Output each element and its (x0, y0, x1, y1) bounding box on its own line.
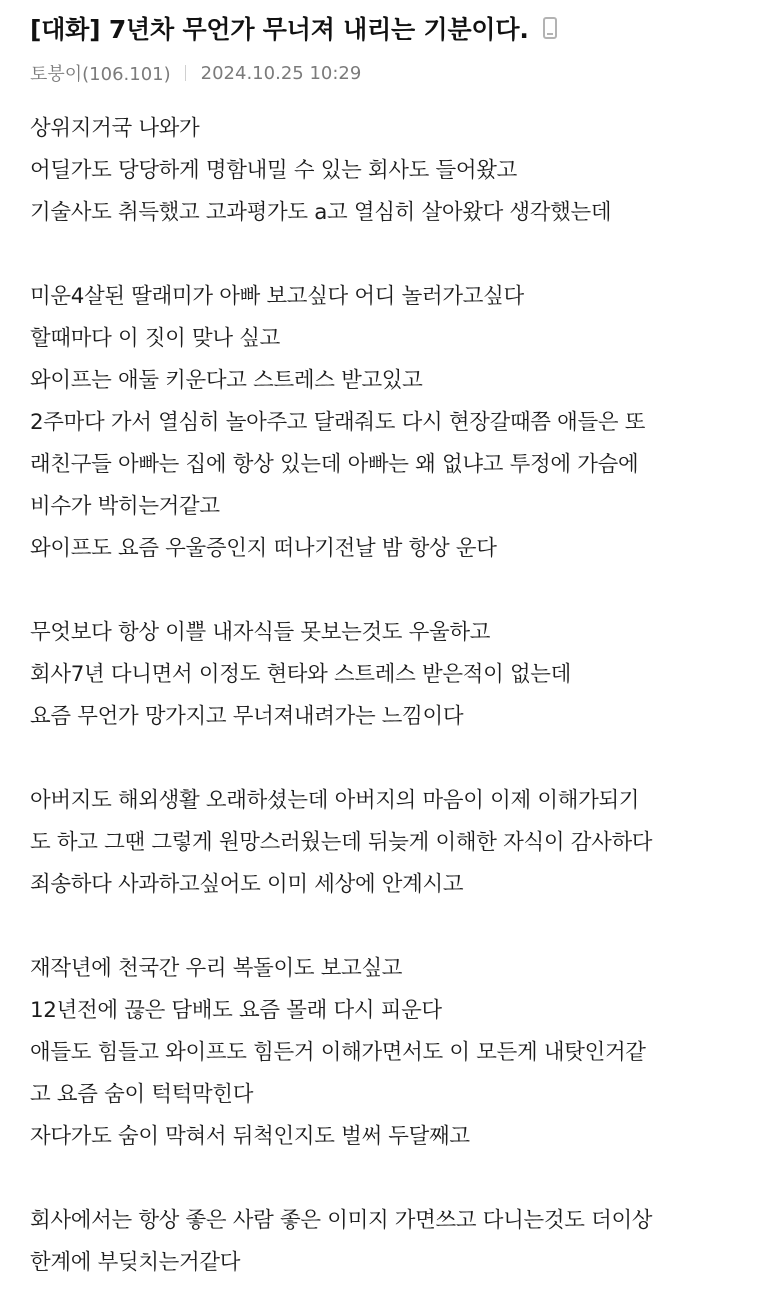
title-row (30, 8, 760, 48)
paragraph-gap (30, 1158, 775, 1200)
body-text-line: 12년전에 끊은 담배도 요즘 몰래 다시 피운다 (30, 998, 442, 1023)
body-text-line: 2주마다 가서 열심히 놀아주고 달래줘도 다시 현장갈때쯤 애들은 또 (30, 410, 646, 435)
body-text-line: 무엇보다 항상 이쁠 내자식들 못보는것도 우울하고 (30, 620, 491, 645)
body-text-line: 아버지도 해외생활 오래하셨는데 아버지의 마음이 이제 이해가되기 (30, 788, 640, 813)
body-text-line: 고 요즘 숨이 턱턱막힌다 (30, 1082, 254, 1107)
body-text-line: 와이프도 요즘 우울증인지 떠나기전날 밤 항상 운다 (30, 536, 497, 561)
paragraph-gap (30, 738, 775, 780)
body-text-line: 애들도 힘들고 와이프도 힘든거 이해가면서도 이 모든게 내탓인거같 (30, 1040, 646, 1065)
paragraph-gap (30, 570, 775, 612)
body-text-line: 기술사도 취득했고 고과평가도 a고 열심히 살아왔다 생각했는데 (30, 200, 612, 225)
post-title: [대화] 7년차 무언가 무너져 내리는 기분이다. (30, 15, 529, 44)
body-text-line: 회사에서는 항상 좋은 사람 좋은 이미지 가면쓰고 다니는것도 더이상 (30, 1208, 653, 1233)
post-body (30, 108, 775, 1284)
body-text-line: 미운4살된 딸래미가 아빠 보고싶다 어디 놀러가고싶다 (30, 284, 524, 309)
post-header (30, 8, 760, 86)
body-text-line: 할때마다 이 짓이 맞나 싶고 (30, 326, 280, 351)
body-text-line: 한계에 부딪치는거같다 (30, 1250, 241, 1275)
body-text-line: 자다가도 숨이 막혀서 뒤척인지도 벌써 두달째고 (30, 1124, 470, 1149)
paragraph-gap (30, 234, 775, 276)
body-text-line: 죄송하다 사과하고싶어도 이미 세상에 안계시고 (30, 872, 464, 897)
body-text-line: 래친구들 아빠는 집에 항상 있는데 아빠는 왜 없냐고 투정에 가슴에 (30, 452, 639, 477)
body-text-line: 재작년에 천국간 우리 복돌이도 보고싶고 (30, 956, 403, 981)
meta-divider (185, 65, 186, 81)
author-name[interactable]: 토붕이(106.101) (30, 64, 171, 85)
body-text-line: 어딜가도 당당하게 명함내밀 수 있는 회사도 들어왔고 (30, 158, 517, 183)
paragraph-gap (30, 906, 775, 948)
body-text-line: 도 하고 그땐 그렇게 원망스러웠는데 뒤늦게 이해한 자식이 감사하다 (30, 830, 653, 855)
body-text-line: 와이프는 애둘 키운다고 스트레스 받고있고 (30, 368, 423, 393)
body-text-line: 회사7년 다니면서 이정도 현타와 스트레스 받은적이 없는데 (30, 662, 572, 687)
body-text-line: 비수가 박히는거같고 (30, 494, 220, 519)
mobile-phone-icon (543, 17, 557, 39)
post-date: 2024.10.25 10:29 (200, 62, 362, 84)
body-text-line: 상위지거국 나와가 (30, 116, 200, 141)
body-text-line: 요즘 무언가 망가지고 무너져내려가는 느낌이다 (30, 704, 464, 729)
post-meta (30, 60, 760, 86)
